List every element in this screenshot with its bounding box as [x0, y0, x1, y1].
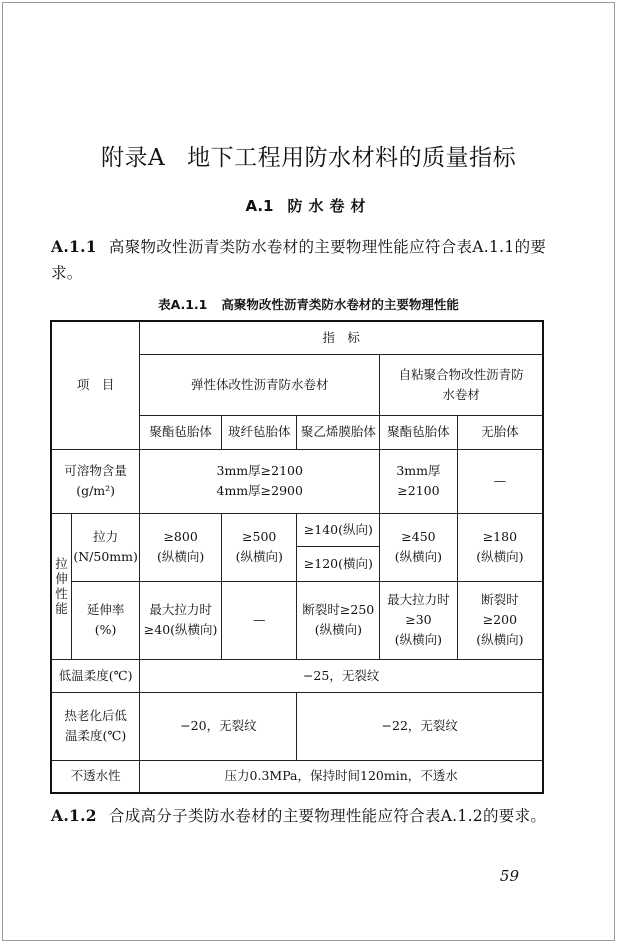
row-elongation-c3: 断裂时≥250 (纵横向) [297, 581, 380, 659]
tensile-group-char: 能 [55, 601, 68, 616]
appendix-title [3, 139, 614, 172]
row-soluble-polyester: 3mm厚 ≥2100 [380, 449, 458, 513]
tensile-group-char: 拉 [55, 556, 68, 571]
header-sub-polyester-1: 聚酯毡胎体 [140, 415, 222, 449]
page-number: 59 [499, 867, 519, 885]
header-sub-polyethylene: 聚乙烯膜胎体 [297, 415, 380, 449]
paragraph-number: A.1.1 [51, 237, 97, 256]
row-tension-c1: ≥800 (纵横向) [140, 513, 222, 581]
row-aged-label: 热老化后低 温柔度(℃) [51, 692, 140, 760]
tensile-group-char: 性 [55, 586, 68, 601]
row-elongation-c2: — [221, 581, 297, 659]
header-sub-glassfiber: 玻纤毡胎体 [221, 415, 297, 449]
header-sub-no-base: 无胎体 [457, 415, 543, 449]
appendix-heading: 地下工程用防水材料的质量指标 [187, 145, 517, 171]
row-elongation-c1: 最大拉力时 ≥40(纵横向) [140, 581, 222, 659]
paragraph-number: A.1.2 [51, 806, 97, 825]
row-elongation-c5: 断裂时 ≥200 (纵横向) [457, 581, 543, 659]
header-group-sbs: 弹性体改性沥青防水卷材 [140, 354, 380, 415]
paragraph-a-1-2 [51, 803, 563, 829]
document-page [2, 2, 615, 941]
row-tension-c2: ≥500 (纵横向) [221, 513, 297, 581]
table-number: 表A.1.1 [158, 297, 208, 312]
row-soluble-label: 可溶物含量 (g/m²) [51, 449, 140, 513]
paragraph-text: 高聚物改性沥青类防水卷材的主要物理性能应符合表A.1.1的要求。 [51, 238, 547, 282]
header-item: 项 目 [51, 321, 140, 449]
tensile-group-char: 伸 [55, 571, 68, 586]
row-impermeable-label: 不透水性 [51, 760, 140, 793]
row-tension-c4: ≥450 (纵横向) [380, 513, 458, 581]
row-soluble-sbs: 3mm厚≥2100 4mm厚≥2900 [140, 449, 380, 513]
row-aged-value1: −20，无裂纹 [140, 692, 297, 760]
row-elongation-c4: 最大拉力时 ≥30 (纵横向) [380, 581, 458, 659]
row-aged-value2: −22，无裂纹 [297, 692, 543, 760]
section-heading: 防水卷材 [287, 197, 372, 215]
header-sub-polyester-2: 聚酯毡胎体 [380, 415, 458, 449]
row-elongation-label: 延伸率 (%) [71, 581, 139, 659]
header-group-self-adhesive: 自粘聚合物改性沥青防水卷材 [380, 354, 543, 415]
row-impermeable-value: 压力0.3MPa，保持时间120min，不透水 [140, 760, 543, 793]
row-low-temp-value: −25，无裂纹 [140, 659, 543, 692]
section-number: A.1 [245, 197, 274, 215]
section-title [3, 195, 614, 216]
row-tension-c5: ≥180 (纵横向) [457, 513, 543, 581]
row-tension-label: 拉力 (N/50mm) [71, 513, 139, 581]
row-tension-c3-bottom: ≥120(横向) [297, 546, 380, 581]
tensile-group-label [51, 513, 71, 659]
paragraph-a-1-1 [51, 234, 563, 286]
table-caption [3, 295, 614, 313]
tensile-group-text [53, 556, 70, 616]
header-indicator: 指 标 [140, 321, 543, 354]
row-soluble-no-base: — [457, 449, 543, 513]
appendix-label: 附录A [100, 145, 166, 171]
row-tension-c3-top: ≥140(纵向) [297, 513, 380, 546]
table-title: 高聚物改性沥青类防水卷材的主要物理性能 [221, 297, 459, 312]
row-low-temp-label: 低温柔度(℃) [51, 659, 140, 692]
properties-table [50, 320, 544, 794]
paragraph-text: 合成高分子类防水卷材的主要物理性能应符合表A.1.2的要求。 [108, 807, 547, 825]
